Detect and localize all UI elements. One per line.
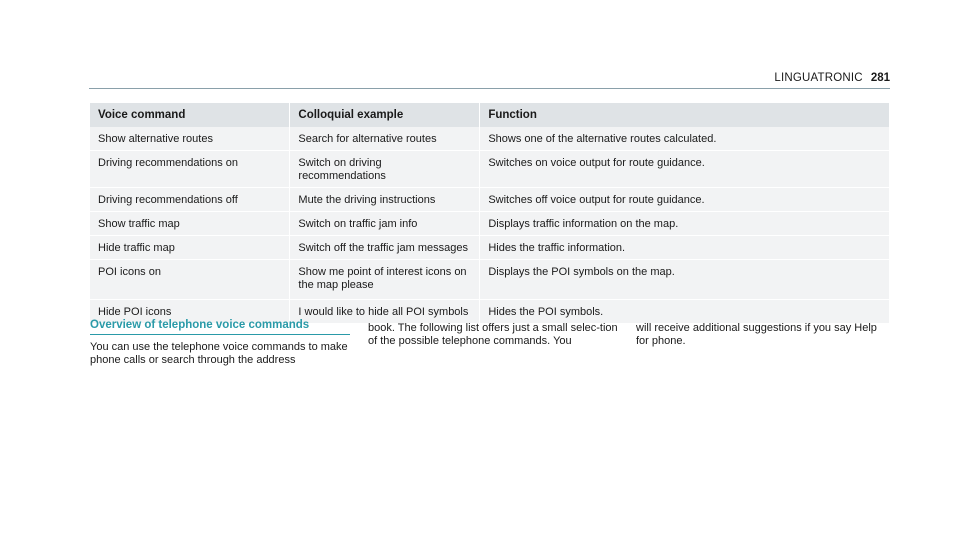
voice-command-table bbox=[90, 103, 890, 324]
overview-text-column-1: You can use the telephone voice commands to make phone calls or search through the address bbox=[90, 341, 348, 366]
cell-function: Switches off voice output for route guidance. bbox=[480, 188, 890, 212]
cell-function: Shows one of the alternative routes calculated. bbox=[480, 127, 890, 151]
cell-colloquial-example: Switch on traffic jam info bbox=[290, 212, 480, 236]
overview-text-column-3: will receive additional suggestions if you say Help for phone. bbox=[636, 322, 877, 347]
header-divider bbox=[89, 88, 890, 89]
cell-function: Displays the POI symbols on the map. bbox=[480, 260, 890, 300]
table-row bbox=[90, 212, 890, 236]
table-row bbox=[90, 151, 890, 188]
cell-voice-command: Hide POI icons bbox=[90, 300, 290, 324]
cell-voice-command: Hide traffic map bbox=[90, 236, 290, 260]
cell-function: Switches on voice output for route guidance. bbox=[480, 151, 890, 188]
cell-voice-command: POI icons on bbox=[90, 260, 290, 300]
cell-voice-command: Show traffic map bbox=[90, 212, 290, 236]
table-row bbox=[90, 127, 890, 151]
cell-colloquial-example: I would like to hide all POI symbols bbox=[290, 300, 480, 324]
cell-colloquial-example: Switch off the traffic jam messages bbox=[290, 236, 480, 260]
table-row bbox=[90, 236, 890, 260]
cell-colloquial-example: Switch on driving recommendations bbox=[290, 151, 480, 188]
section-title: LINGUATRONIC bbox=[774, 72, 863, 84]
cell-colloquial-example: Mute the driving instructions bbox=[290, 188, 480, 212]
cell-voice-command: Show alternative routes bbox=[90, 127, 290, 151]
cell-voice-command: Driving recommendations on bbox=[90, 151, 290, 188]
column-header-function: Function bbox=[480, 103, 890, 127]
column-header-colloquial-example: Colloquial example bbox=[290, 103, 480, 127]
cell-function: Hides the traffic information. bbox=[480, 236, 890, 260]
page-header bbox=[774, 72, 890, 84]
cell-function: Hides the POI symbols. bbox=[480, 300, 890, 324]
overview-heading: Overview of telephone voice commands bbox=[90, 319, 350, 335]
overview-text-column-2: book. The following list offers just a small selec-tion of the possible telephone commands. You bbox=[368, 322, 618, 347]
page-number: 281 bbox=[870, 72, 890, 84]
cell-function: Displays traffic information on the map. bbox=[480, 212, 890, 236]
cell-colloquial-example: Show me point of interest icons on the map please bbox=[290, 260, 480, 300]
cell-voice-command: Driving recommendations off bbox=[90, 188, 290, 212]
cell-colloquial-example: Search for alternative routes bbox=[290, 127, 480, 151]
table-row bbox=[90, 260, 890, 300]
column-header-voice-command: Voice command bbox=[90, 103, 290, 127]
table-row bbox=[90, 188, 890, 212]
table-header-row bbox=[90, 103, 890, 127]
